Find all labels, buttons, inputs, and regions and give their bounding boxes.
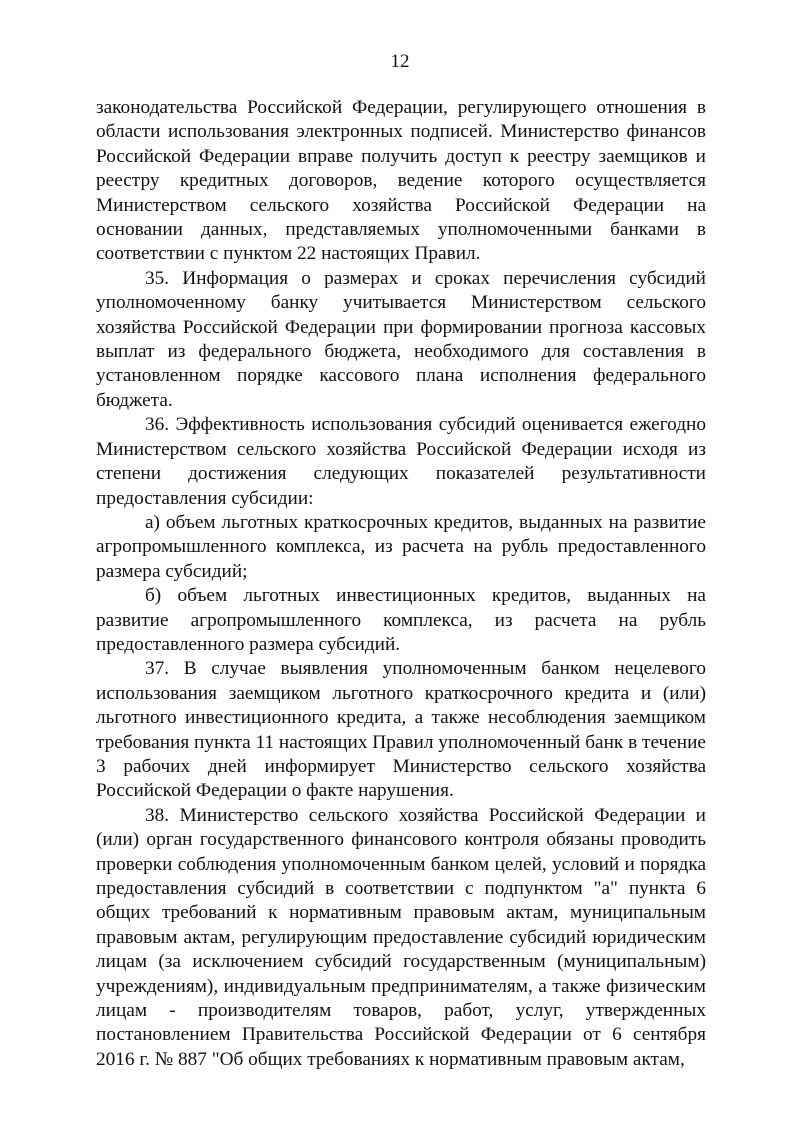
paragraph-item-36-b: б) объем льготных инвестиционных кредитов, выданных на развитие агропромышленного комплекса, из расчета на рубль предоставленного размера субсидий. — [96, 585, 706, 655]
document-body — [96, 96, 706, 1072]
paragraph-item-38: 38. Министерство сельского хозяйства Российской Федерации и (или) орган государственного финансового контроля обязаны проводить проверки соблюдения уполномоченным банком целей, условий и порядка предоставления субсидий в соответствии с подпунктом "а" пункта 6 общих требований к нормативным правовым актам, муниципальным правовым актам, регулирующим предоставление субсидий юридическим лицам (за исключением субсидий государственным (муниципальным) учреждениям), индивидуальным предпринимателям, а также физическим лицам - производителям товаров, работ, услуг, утвержденных постановлением Правительства Российской Федерации от 6 сентября 2016 г. № 887 "Об общих требованиях к нормативным правовым актам, — [96, 804, 706, 1070]
paragraph-item-35: 35. Информация о размерах и сроках перечисления субсидий уполномоченному банку учитывается Министерством сельского хозяйства Российской Федерации при формировании прогноза кассовых выплат из федерального бюджета, необходимого для составления в установленном порядке кассового плана исполнения федерального бюджета. — [96, 267, 706, 411]
paragraph-item-36-a: а) объем льготных краткосрочных кредитов, выданных на развитие агропромышленного комплекса, из расчета на рубль предоставленного размера субсидий; — [96, 511, 706, 582]
page-number: 12 — [390, 51, 410, 72]
paragraph-item-36: 36. Эффективность использования субсидий оценивается ежегодно Министерством сельского хозяйства Российской Федерации исходя из степени достижения следующих показателей результативности предоставления субсидии: — [96, 414, 706, 509]
paragraph-continuation: законодательства Российской Федерации, регулирующего отношения в области использования электронных подписей. Министерство финансов Российской Федерации вправе получить доступ к реестру заемщиков и реестру кредитных договоров, ведение которого осуществляется Министерством сельского хозяйства Российской Федерации на основании данных, представляемых уполномоченными банками в соответствии с пунктом 22 настоящих Правил. — [96, 97, 706, 265]
paragraph-item-37: 37. В случае выявления уполномоченным банком нецелевого использования заемщиком льготного краткосрочного кредита и (или) льготного инвестиционного кредита, а также несоблюдения заемщиком требования пункта 11 настоящих Правил уполномоченный банк в течение 3 рабочих дней информирует Министерство сельского хозяйства Российской Федерации о факте нарушения. — [96, 658, 706, 802]
